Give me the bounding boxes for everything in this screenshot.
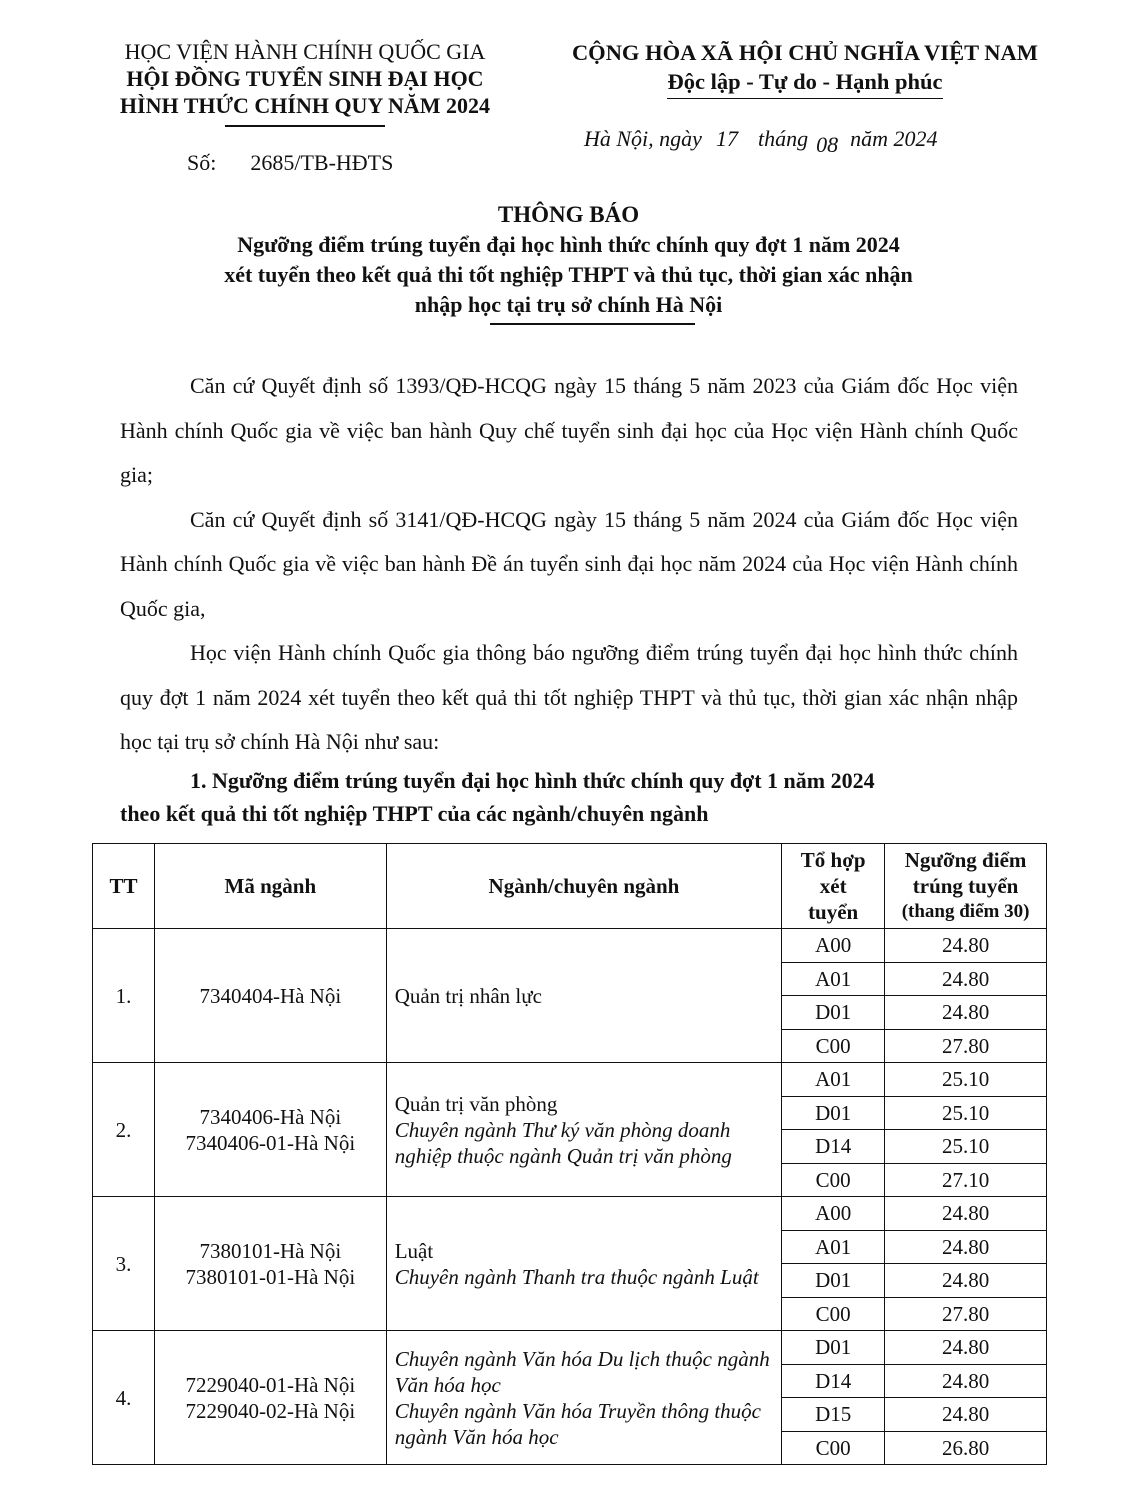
major-name: Quản trị nhân lực (394, 983, 542, 1008)
row-tt: 4. (93, 1331, 155, 1465)
combo-cell: A01 (782, 1230, 885, 1264)
notice-title (80, 200, 1057, 325)
major-name: Luật (394, 1238, 434, 1263)
major-code: 7229040-02-Hà Nội (185, 1398, 356, 1423)
issuer-divider (225, 125, 385, 127)
title-divider (490, 323, 695, 325)
combo-cell: D15 (782, 1398, 885, 1432)
date-month: 08 (816, 132, 839, 157)
combo-cell: C00 (782, 1297, 885, 1331)
table-header-row (93, 844, 1047, 929)
document-number-label: Số: (187, 150, 217, 175)
combo-cell: D01 (782, 1331, 885, 1365)
score-cell: 25.10 (885, 1063, 1047, 1097)
document-number (187, 150, 393, 176)
combo-cell: D01 (782, 996, 885, 1030)
major-code: 7380101-Hà Nội (199, 1238, 342, 1263)
header-combo-line: xét (819, 874, 847, 898)
row-code (154, 1197, 386, 1331)
national-title: CỘNG HÒA XÃ HỘI CHỦ NGHĨA VIỆT NAM (571, 40, 1039, 65)
section-1-heading (120, 764, 1018, 830)
header-code: Mã ngành (154, 844, 386, 929)
combo-cell: A00 (782, 929, 885, 963)
combo-cell: D01 (782, 1096, 885, 1130)
notice-title-line2: xét tuyển theo kết quả thi tốt nghiệp THPT và thủ tục, thời gian xác nhận (224, 262, 913, 287)
score-table (92, 843, 1047, 1465)
score-cell: 24.80 (885, 962, 1047, 996)
table-row (93, 1331, 1047, 1365)
header-combo (782, 844, 885, 929)
issuer-academy: HỌC VIỆN HÀNH CHÍNH QUỐC GIA (124, 39, 486, 64)
major-code: 7229040-01-Hà Nội (185, 1372, 356, 1397)
score-cell: 27.10 (885, 1163, 1047, 1197)
date-prefix: Hà Nội, ngày (584, 126, 702, 151)
section-1-line2: theo kết quả thi tốt nghiệp THPT của các ngành/chuyên ngành (120, 801, 709, 826)
issuer-program: HÌNH THỨC CHÍNH QUY NĂM 2024 (119, 93, 491, 118)
major-code: 7380101-01-Hà Nội (185, 1264, 356, 1289)
score-cell: 24.80 (885, 1230, 1047, 1264)
score-cell: 24.80 (885, 1264, 1047, 1298)
row-tt: 3. (93, 1197, 155, 1331)
combo-cell: C00 (782, 1163, 885, 1197)
national-header (545, 38, 1065, 99)
row-tt: 1. (93, 929, 155, 1063)
major-name: Quản trị văn phòng (394, 1091, 558, 1116)
specialization-name: Chuyên ngành Thanh tra thuộc ngành Luật (394, 1264, 759, 1289)
row-code (154, 929, 386, 1063)
specialization-name: Chuyên ngành Thư ký văn phòng doanh nghiệp thuộc ngành Quản trị văn phòng (394, 1117, 732, 1168)
paragraph: Căn cứ Quyết định số 1393/QĐ-HCQG ngày 15 tháng 5 năm 2023 của Giám đốc Học viện Hành chính Quốc gia về việc ban hành Quy chế tuyển sinh đại học của Học viện Hành chính Quốc gia; (120, 373, 1018, 487)
paragraph: Học viện Hành chính Quốc gia thông báo ngưỡng điểm trúng tuyển đại học hình thức chính quy đợt 1 năm 2024 xét tuyển theo kết quả thi tốt nghiệp THPT và thủ tục, thời gian xác nhận nhập học tại trụ sở chính Hà Nội như sau: (120, 640, 1018, 754)
score-cell: 27.80 (885, 1297, 1047, 1331)
issuer-header (80, 38, 530, 127)
header-tt: TT (93, 844, 155, 929)
document-number-value: 2685/TB-HĐTS (250, 150, 394, 175)
score-cell: 24.80 (885, 1331, 1047, 1365)
combo-cell: A00 (782, 1197, 885, 1231)
row-code (154, 1331, 386, 1465)
notice-title-line3: nhập học tại trụ sở chính Hà Nội (414, 292, 723, 317)
section-1-line1: 1. Ngưỡng điểm trúng tuyển đại học hình thức chính quy đợt 1 năm 2024 (190, 768, 875, 793)
score-cell: 24.80 (885, 929, 1047, 963)
specialization-name: Chuyên ngành Văn hóa Du lịch thuộc ngành Văn hóa học (394, 1346, 770, 1397)
row-code (154, 1063, 386, 1197)
national-motto: Độc lập - Tự do - Hạnh phúc (667, 67, 942, 99)
combo-cell: D01 (782, 1264, 885, 1298)
row-major (386, 1331, 782, 1465)
score-cell: 24.80 (885, 996, 1047, 1030)
header-score-line: Ngưỡng điểm (904, 848, 1027, 872)
header-score-line: (thang điểm 30) (901, 901, 1030, 922)
header-combo-line: tuyển (808, 900, 859, 924)
score-cell: 25.10 (885, 1096, 1047, 1130)
combo-cell: A01 (782, 1063, 885, 1097)
header-score (885, 844, 1047, 929)
table-row (93, 1063, 1047, 1097)
score-cell: 27.80 (885, 1029, 1047, 1063)
row-major (386, 929, 782, 1063)
header-major: Ngành/chuyên ngành (386, 844, 782, 929)
row-major (386, 1063, 782, 1197)
table-row (93, 1197, 1047, 1231)
notice-body (120, 364, 1018, 765)
date-month-label: tháng (757, 126, 809, 151)
major-code: 7340404-Hà Nội (199, 983, 342, 1008)
major-code: 7340406-Hà Nội (199, 1104, 342, 1129)
row-tt: 2. (93, 1063, 155, 1197)
combo-cell: C00 (782, 1431, 885, 1465)
date-year: năm 2024 (850, 126, 938, 151)
row-major (386, 1197, 782, 1331)
header-combo-line: Tổ hợp (800, 848, 866, 872)
score-cell: 24.80 (885, 1197, 1047, 1231)
notice-title-line1: Ngưỡng điểm trúng tuyển đại học hình thức chính quy đợt 1 năm 2024 (237, 232, 900, 257)
major-code: 7340406-01-Hà Nội (185, 1130, 356, 1155)
score-cell: 24.80 (885, 1364, 1047, 1398)
date-day: 17 (715, 126, 738, 151)
notice-heading: THÔNG BÁO (497, 202, 640, 227)
issuer-council: HỘI ĐỒNG TUYỂN SINH ĐẠI HỌC (126, 66, 484, 91)
table-row (93, 929, 1047, 963)
score-cell: 25.10 (885, 1130, 1047, 1164)
combo-cell: D14 (782, 1364, 885, 1398)
combo-cell: A01 (782, 962, 885, 996)
issue-date (584, 126, 938, 157)
paragraph: Căn cứ Quyết định số 3141/QĐ-HCQG ngày 15 tháng 5 năm 2024 của Giám đốc Học viện Hành chính Quốc gia về việc ban hành Đề án tuyển sinh đại học năm 2024 của Học viện Hành chính Quốc gia, (120, 506, 1018, 621)
score-cell: 26.80 (885, 1431, 1047, 1465)
header-score-line: trúng tuyển (912, 874, 1019, 898)
score-cell: 24.80 (885, 1398, 1047, 1432)
specialization-name: Chuyên ngành Văn hóa Truyền thông thuộc ngành Văn hóa học (394, 1398, 761, 1449)
combo-cell: D14 (782, 1130, 885, 1164)
combo-cell: C00 (782, 1029, 885, 1063)
